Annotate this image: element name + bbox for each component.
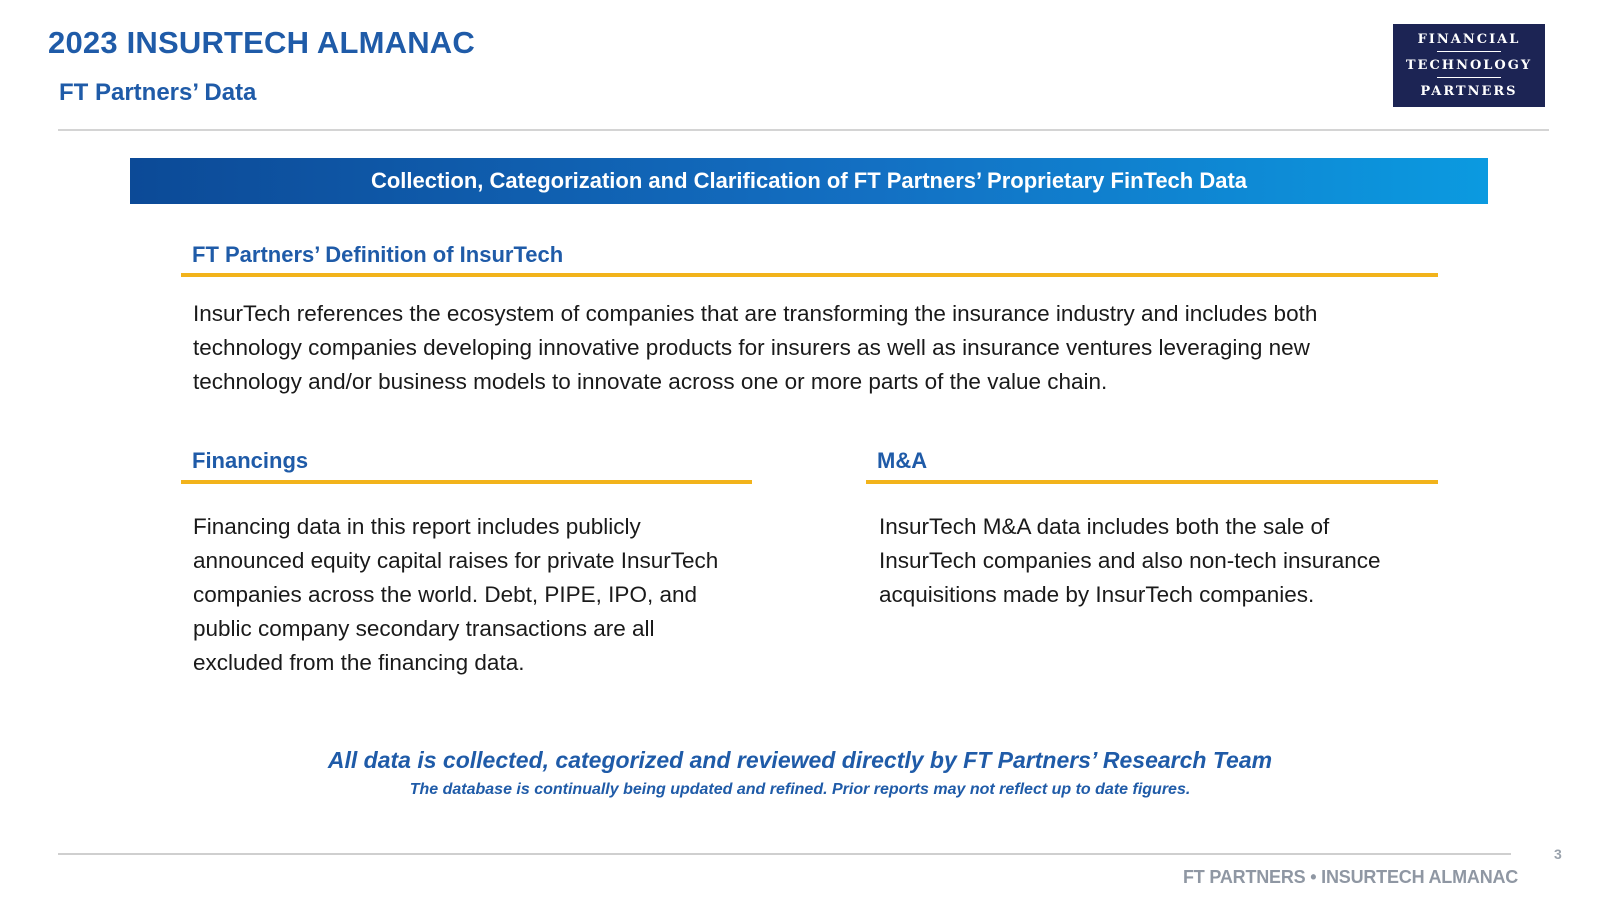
financings-heading: Financings (192, 448, 309, 473)
definition-heading: FT Partners’ Definition of InsurTech (192, 242, 564, 267)
ma-text (879, 510, 1381, 612)
page-title: 2023 INSURTECH ALMANAC (48, 25, 475, 60)
page-number: 3 (1554, 846, 1562, 862)
financings-line: announced equity capital raises for private InsurTech (193, 548, 719, 573)
financings-line: Financing data in this report includes publicly (193, 514, 641, 539)
header-divider (58, 129, 1549, 131)
financings-line: public company secondary transactions are all (193, 616, 655, 641)
logo-line-partners: PARTNERS (1420, 84, 1518, 99)
ftp-logo (1393, 24, 1545, 107)
ma-line: InsurTech M&A data includes both the sale of (879, 514, 1330, 539)
definition-text (193, 297, 1317, 399)
definition-line: InsurTech references the ecosystem of companies that are transforming the insurance industry and includes both (193, 301, 1318, 326)
ma-line: InsurTech companies and also non-tech insurance (879, 548, 1381, 573)
logo-rule-top (1437, 51, 1501, 52)
footer-label: FT PARTNERS • INSURTECH ALMANAC (1183, 867, 1519, 887)
financings-text (193, 510, 718, 680)
definition-rule (181, 273, 1438, 277)
ma-line: acquisitions made by InsurTech companies. (879, 582, 1315, 607)
ma-heading: M&A (877, 448, 928, 473)
logo-line-financial: FINANCIAL (1417, 32, 1521, 47)
financings-line: companies across the world. Debt, PIPE, IPO, and (193, 582, 697, 607)
tagline-sub: The database is continually being updated and refined. Prior reports may not reflect up to date figures. (409, 781, 1191, 798)
footer-divider (58, 853, 1511, 855)
section-banner: Collection, Categorization and Clarification of FT Partners’ Proprietary FinTech Data (130, 158, 1488, 204)
ma-rule (866, 480, 1438, 484)
page-subtitle: FT Partners’ Data (59, 79, 257, 106)
financings-rule (181, 480, 752, 484)
tagline-main: All data is collected, categorized and reviewed directly by FT Partners’ Research Team (327, 747, 1273, 773)
logo-rule-bottom (1437, 77, 1501, 78)
financings-line: excluded from the financing data. (193, 650, 525, 675)
definition-line: technology companies developing innovative products for insurers as well as insurance ventures leveraging new (193, 335, 1310, 360)
logo-line-technology: TECHNOLOGY (1405, 58, 1533, 73)
definition-line: technology and/or business models to innovate across one or more parts of the value chain. (193, 369, 1108, 394)
